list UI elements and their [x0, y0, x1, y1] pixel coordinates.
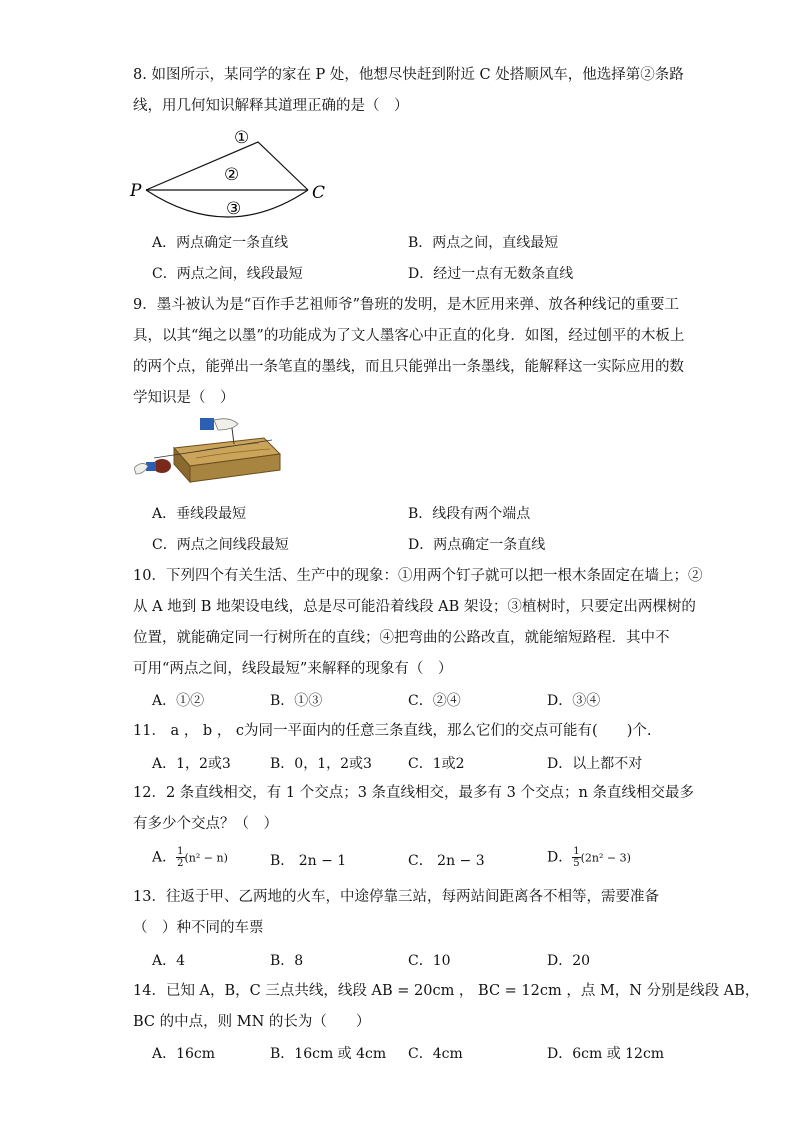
option-8c[interactable]: C．两点之间，线段最短: [152, 266, 303, 282]
question-14-line-2: BC 的中点，则 MN 的长为（ ）: [133, 1014, 371, 1030]
option-12a-prefix: A．: [152, 849, 177, 866]
question-9-line-2: 具，以其“绳之以墨”的功能成为了文人墨客心中正直的化身．如图，经过刨平的木板上: [133, 328, 685, 344]
question-8: [133, 60, 684, 122]
option-13b[interactable]: B．8: [270, 953, 304, 969]
option-12d-denominator: 5: [573, 858, 580, 869]
question-8-line-2: 线，用几何知识解释其道理正确的是（ ）: [133, 98, 409, 114]
option-12a-denominator: 2: [177, 858, 184, 869]
option-10c[interactable]: C．②④: [408, 693, 461, 709]
option-10a[interactable]: A．①②: [152, 693, 205, 709]
question-9-options-row-1: [152, 503, 672, 527]
option-9a[interactable]: A．垂线段最短: [152, 506, 247, 522]
question-8-line-1: 8. 如图所示，某同学的家在 P 处，他想尽快赶到附近 C 处搭顺风车，他选择第②条路: [133, 67, 684, 83]
question-14-options: [152, 1043, 672, 1067]
option-10d[interactable]: D．③④: [547, 693, 601, 709]
question-13-options: [152, 950, 672, 974]
option-12d-fraction: [572, 846, 580, 869]
route-1-label: ①: [234, 128, 250, 148]
route-3-label: ③: [226, 199, 242, 219]
option-12d-numerator: 1: [573, 846, 580, 857]
question-9-line-3: 的两个点，能弹出一条笔直的墨线，而且只能弹出一条墨线，能解释这一实际应用的数: [133, 359, 684, 375]
option-11c[interactable]: C．1或2: [408, 756, 465, 772]
question-10-options: [152, 690, 672, 714]
option-14c[interactable]: C．4cm: [408, 1046, 463, 1062]
option-14d[interactable]: D．6cm 或 12cm: [547, 1046, 665, 1062]
option-8a[interactable]: A．两点确定一条直线: [152, 235, 289, 251]
option-8d[interactable]: D．经过一点有无数条直线: [408, 266, 574, 282]
option-12a-numerator: 1: [177, 846, 184, 857]
option-12a-expression: (n² − n): [184, 851, 228, 865]
option-14a[interactable]: A．16cm: [152, 1046, 216, 1062]
option-12b[interactable]: B． 2n − 1: [270, 853, 347, 869]
option-12a-fraction: [176, 846, 184, 869]
question-10-line-4: 可用“两点之间，线段最短”来解释的现象有（ ）: [133, 661, 453, 677]
question-14: [133, 976, 760, 1038]
question-12-options: [152, 846, 672, 876]
option-13d[interactable]: D．20: [547, 953, 591, 969]
question-9: [133, 290, 685, 414]
question-10-line-1: 10．下列四个有关生活、生产中的现象：①用两个钉子就可以把一根木条固定在墙上；②: [133, 568, 703, 584]
question-11-line-1: 11． a ， b ， c为同一平面内的任意三条直线，那么它们的交点可能有( )个.: [133, 723, 652, 739]
route-diagram: [128, 126, 338, 222]
question-13-line-2: （ ）种不同的车票: [133, 920, 264, 936]
question-9-line-4: 学知识是（ ）: [133, 390, 235, 406]
option-9b[interactable]: B．线段有两个端点: [408, 506, 531, 522]
option-12c[interactable]: C． 2n − 3: [408, 853, 485, 869]
question-9-options-row-2: [152, 534, 672, 558]
option-13a[interactable]: A．4: [152, 953, 186, 969]
route-2-label: ②: [224, 165, 240, 185]
option-11a[interactable]: A．1，2或3: [152, 756, 231, 772]
option-12a[interactable]: [152, 846, 228, 869]
question-10: [133, 561, 703, 685]
option-8b[interactable]: B．两点之间，直线最短: [408, 235, 559, 251]
question-12-line-2: 有多少个交点？（ ）: [133, 816, 278, 832]
option-12d-prefix: D．: [547, 849, 573, 866]
question-12: [133, 778, 694, 840]
point-c-label: C: [312, 183, 326, 203]
question-11: [133, 716, 673, 747]
question-9-line-1: 9．墨斗被认为是“百作手艺祖师爷”鲁班的发明，是木匠用来弹、放各种线记的重要工: [133, 297, 680, 313]
question-14-line-1: 14．已知 A，B，C 三点共线，线段 AB = 20cm ， BC = 12cm ，点 M，N 分别是线段 AB，: [133, 983, 760, 999]
option-14b[interactable]: B．16cm 或 4cm: [270, 1046, 387, 1062]
option-12d-expression: (2n² − 3): [580, 851, 631, 865]
question-10-line-2: 从 A 地到 B 地架设电线，总是尽可能沿着线段 AB 架设；③植树时，只要定出两棵树的: [133, 599, 696, 615]
question-12-line-1: 12．2 条直线相交，有 1 个交点；3 条直线相交，最多有 3 个交点；n 条直线相交最多: [133, 785, 694, 801]
option-9d[interactable]: D．两点确定一条直线: [408, 537, 546, 553]
option-10b[interactable]: B．①③: [270, 693, 323, 709]
question-11-options: [152, 753, 672, 777]
question-13: [133, 882, 673, 944]
option-12d[interactable]: [547, 846, 631, 869]
option-9c[interactable]: C．两点之间线段最短: [152, 537, 289, 553]
question-10-line-3: 位置，就能确定同一行树所在的直线；④把弯曲的公路改直，就能缩短路程．其中不: [133, 630, 670, 646]
question-8-options-row-2: [152, 263, 672, 287]
ink-marker-illustration: [134, 416, 284, 488]
point-p-label: P: [130, 181, 142, 201]
option-11d[interactable]: D．以上都不对: [547, 756, 643, 772]
option-11b[interactable]: B．0，1，2或3: [270, 756, 372, 772]
question-13-line-1: 13．往返于甲、乙两地的火车，中途停靠三站，每两站间距离各不相等，需要准备: [133, 889, 659, 905]
option-13c[interactable]: C．10: [408, 953, 451, 969]
question-8-options-row-1: [152, 232, 672, 256]
